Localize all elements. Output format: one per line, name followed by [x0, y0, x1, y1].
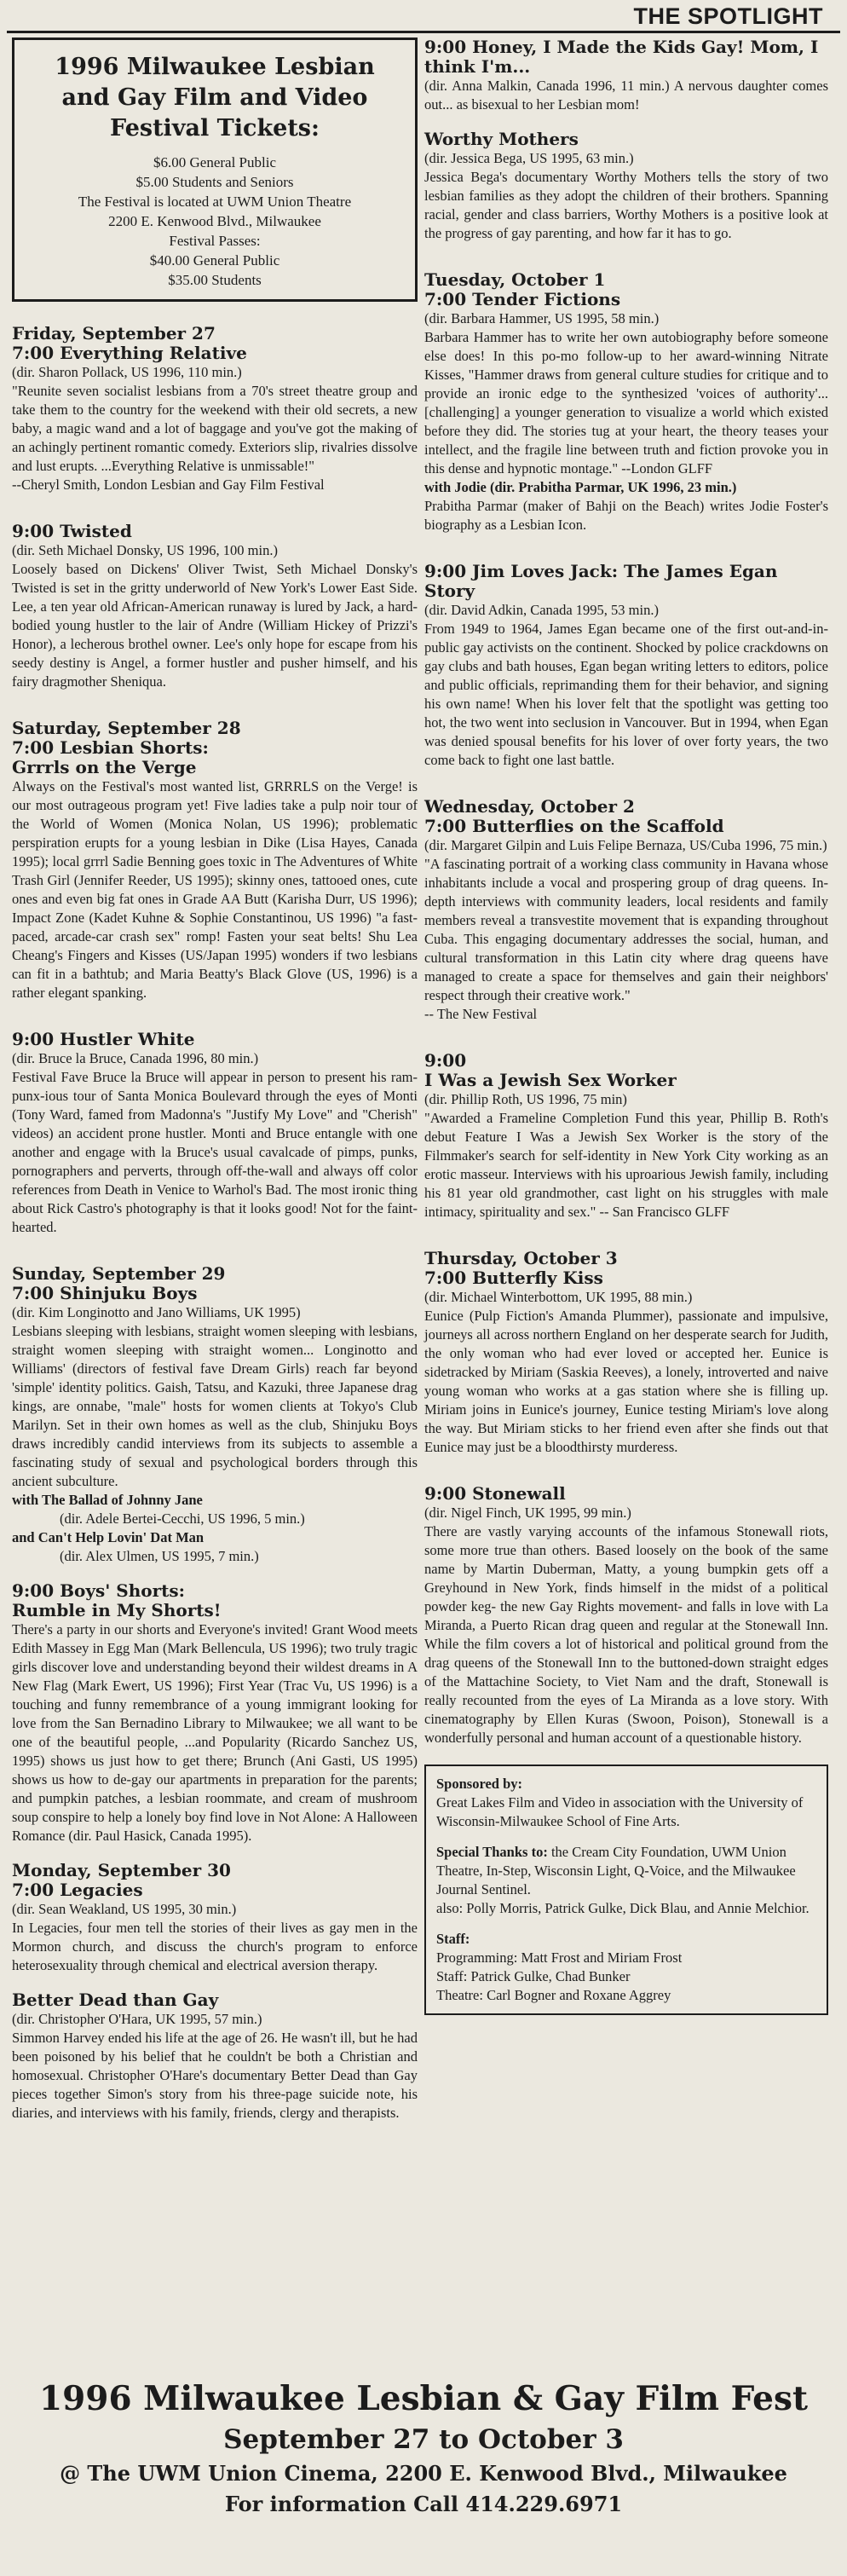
film-director: (dir. Sharon Pollack, US 1996, 110 min.): [12, 364, 242, 380]
film-title: 9:00 Twisted: [12, 521, 132, 541]
film-description: In Legacies, four men tell the stories of their lives as gay men in the Mormon church, and discuss the church's program to enforce heterosexuality through chemical and electrical aversion therapy.: [12, 1920, 418, 1973]
ticket-price-general: $6.00 General Public: [153, 154, 276, 170]
film-description: Always on the Festival's most wanted list, GRRRLS on the Verge! is our most outrageous program yet! Five ladies take a pulp noir tour of the World of Women (Monica Nolan, US 1996); problematic perspiration erupts for a young lesbian in Dike (Lisa Hayes, Canada 1995); local grrrl Sadie Benning goes toxic in The Adventures of White Trash Girl (Jennifer Reeder, US 1995); skinny ones, tattooed ones, cute ones and even big fat ones in Grade AA Butt (Karisha Durr, US 1996); Impact Zone (Kadet Kuhne & Sophie Constantinou, US 1996) "a fast-paced, arcade-car crash sex" romp! Fasten your seat belts! Shu Lea Cheang's Fingers and Kisses (US/Japan 1995) wonders if two lesbians can fit in a bathtub; and Maria Beatty's Black Glove (US, 1996) is a rather elegant spanking.: [12, 778, 418, 1001]
banner-title: 1996 Milwaukee Lesbian & Gay Film Fest: [39, 2379, 808, 2418]
banner-phone: For information Call 414.229.6971: [224, 2492, 623, 2516]
pass-price-general: $40.00 General Public: [149, 252, 280, 269]
date-heading: Saturday, September 28: [12, 718, 241, 738]
film-title: 7:00 Tender Fictions: [424, 289, 621, 309]
sponsored-text: Great Lakes Film and Video in association with the University of Wisconsin-Milwaukee School of Fine Arts.: [436, 1794, 804, 1829]
thanks-label: Special Thanks to:: [436, 1844, 548, 1860]
credits-box: [424, 1765, 828, 2015]
film-title: 9:00 Honey, I Made the Kids Gay! Mom, I think I'm...: [424, 37, 819, 77]
date-heading: Thursday, October 3: [424, 1248, 618, 1268]
date-heading: Wednesday, October 2: [424, 796, 635, 817]
film-director: (dir. Kim Longinotto and Jano Williams, UK 1995): [12, 1304, 301, 1320]
film-title: 9:00 Jim Loves Jack: The James Egan Story: [424, 561, 778, 601]
short-film-director: (dir. Alex Ulmen, US 1995, 7 min.): [60, 1548, 259, 1564]
film-description: Simmon Harvey ended his life at the age of 26. He wasn't ill, but he had been poisoned by his belief that he couldn't be both a Christian and homosexual. Christopher O'Hare's documentary Better Dead than Gay pieces together Simon's story from his three-page suicide note, his diaries, and interviews with his family, friends, clergy and therapists.: [12, 2030, 418, 2121]
right-column: [424, 38, 828, 2015]
staff-members: Staff: Patrick Gulke, Chad Bunker: [436, 1968, 631, 1984]
film-subtitle: Rumble in My Shorts!: [12, 1600, 222, 1620]
film-title: 7:00 Lesbian Shorts:: [12, 737, 209, 758]
film-title: 7:00 Shinjuku Boys: [12, 1283, 198, 1303]
film-time: 9:00: [424, 1050, 467, 1071]
thanks-text: the Cream City Foundation, UWM Union Theatre, In-Step, Wisconsin Light, Q-Voice, and the Milwaukee Journal Sentinel.: [436, 1844, 796, 1897]
film-shinjuku-boys: [12, 1264, 418, 1566]
ticket-info-box: [12, 38, 418, 302]
section-title: THE SPOTLIGHT: [633, 3, 823, 29]
film-description: Loosely based on Dickens' Oliver Twist, Seth Michael Donsky's Twisted is set in the gritty underworld of New York's Lower East Side. Lee, a ten year old African-American runaway is lured by Jack, a hard-bodied young hustler to the lair of Andre (William Hickey of Prizzi's Honor), a lecherous brothel owner. Lee's only hope for escape from his seedy destiny is Angel, a former hustler and pusher himself, and his fairy dragmother Sheniqua.: [12, 561, 418, 690]
film-description: Jessica Bega's documentary Worthy Mothers tells the story of two lesbian families as they adopt the children of their brothers. Spanning racial, gender and class barriers, Worthy Mothers is a positive look at the progress of gay parenting, and how far it has to go.: [424, 169, 828, 241]
left-column: [12, 38, 418, 2138]
festival-banner: [12, 2377, 835, 2520]
short-film-title: with The Ballad of Johnny Jane: [12, 1492, 203, 1508]
film-director: (dir. David Adkin, Canada 1995, 53 min.): [424, 602, 659, 618]
film-butterfly-kiss: [424, 1249, 828, 1457]
section-header-bar: [7, 0, 840, 33]
staff-label: Staff:: [436, 1931, 470, 1947]
film-jim-loves-jack: [424, 562, 828, 770]
film-twisted: [12, 522, 418, 691]
film-title: 9:00 Hustler White: [12, 1029, 195, 1049]
film-everything-relative: [12, 324, 418, 494]
film-better-dead-than-gay: [12, 1990, 418, 2123]
film-title: Worthy Mothers: [424, 129, 579, 149]
pass-price-students: $35.00 Students: [168, 272, 262, 288]
film-title: 7:00 Butterfly Kiss: [424, 1268, 603, 1288]
film-director: (dir. Barbara Hammer, US 1995, 58 min.): [424, 310, 660, 326]
film-director: (dir. Jessica Bega, US 1995, 63 min.): [424, 150, 634, 166]
date-heading: Sunday, September 29: [12, 1263, 226, 1284]
film-director: (dir. Michael Winterbottom, UK 1995, 88 min.): [424, 1289, 693, 1305]
film-butterflies-on-the-scaffold: [424, 797, 828, 1024]
film-director: (dir. Phillip Roth, US 1996, 75 min): [424, 1091, 627, 1107]
film-title: 9:00 Stonewall: [424, 1483, 566, 1504]
staff-theatre: Theatre: Carl Bogner and Roxane Aggrey: [436, 1987, 671, 2003]
film-title: Better Dead than Gay: [12, 1990, 219, 2010]
short-film-director: (dir. Adele Bertei-Cecchi, US 1996, 5 min.): [60, 1510, 305, 1527]
film-director: (dir. Bruce la Bruce, Canada 1996, 80 min.): [12, 1050, 259, 1066]
film-director: (dir. Nigel Finch, UK 1995, 99 min.): [424, 1505, 631, 1521]
film-director: (dir. Margaret Gilpin and Luis Felipe Bernaza, US/Cuba 1996, 75 min.): [424, 837, 827, 853]
ticket-box-title: 1996 Milwaukee Lesbian and Gay Film and Video Festival Tickets:: [55, 54, 375, 142]
film-worthy-mothers: [424, 130, 828, 243]
film-quote-credit: --Cheryl Smith, London Lesbian and Gay Film Festival: [12, 477, 325, 493]
staff-programming: Programming: Matt Frost and Miriam Frost: [436, 1949, 683, 1966]
ticket-price-students: $5.00 Students and Seniors: [135, 174, 294, 190]
film-description: "A fascinating portrait of a working class community in Havana whose inhabitants include a vocal and prospering group of drag queens. In-depth interviews with community leaders, local residents and family members reveal a transvestite movement that is expanding throughout Cuba. This engaging documentary addresses the social, human, and cultural transformation in this Latin city where drag queens have managed to create a space for themselves and gain their neighbors' respect through their creative work.": [424, 856, 828, 1003]
film-director: (dir. Christopher O'Hara, UK 1995, 57 min.): [12, 2011, 262, 2027]
short-film-description: Prabitha Parmar (maker of Bahji on the Beach) writes Jodie Foster's biography as a Lesbian Icon.: [424, 498, 828, 533]
film-description: There's a party in our shorts and Everyone's invited! Grant Wood meets Edith Massey in Egg Man (Mark Bellencula, US 1996); two truly tragic girls discover love and understanding beyond their wildest dreams in A New Flag (Mark Ewert, US 1996); First Year (Trac Vu, US 1996) is a touching and funny remembrance of a young immigrant looking for love from the San Bernadino Library to Milwaukee; we all want to be one of the beautiful people, ...and Popularity (Ricardo Sanchez US, 1995) shows us just how to get there; Brunch (Ani Gasti, US 1995) shows us how to de-gay our apartments in preparation for the parents; and pumpkin patches, a lesbian roommate, and cream of mushroom soup conspire to help a lonely boy find love in Not Alone: A Halloween Romance (dir. Paul Hasick, Canada 1995).: [12, 1621, 418, 1844]
film-description: Festival Fave Bruce la Bruce will appear in person to present his ram-punx-ious tour of Santa Monica Boulevard through the eyes of Monti (Tony Ward, famed from Madonna's "Justify My Love" and "Cherish" videos) an accident prone hustler. Monti and Bruce entangle with one another and engage with la Bruce's usual cavalcade of pimps, punks, pornographers and perverts, through off-the-wall and always off color references from Death in Venice to Warhol's Bad. The most ironic thing about Rick Castro's photography is that it looks good! Not for the faint-hearted.: [12, 1069, 418, 1235]
film-lesbian-shorts: [12, 719, 418, 1002]
date-heading: Friday, September 27: [12, 323, 216, 344]
banner-dates: September 27 to October 3: [223, 2424, 624, 2455]
film-stonewall: [424, 1484, 828, 1747]
film-honey-i-made-the-kids-gay: [424, 38, 828, 114]
film-title: 7:00 Butterflies on the Scaffold: [424, 816, 724, 836]
film-director: (dir. Sean Weakland, US 1995, 30 min.): [12, 1901, 237, 1917]
film-director: (dir. Seth Michael Donsky, US 1996, 100 min.): [12, 542, 278, 558]
film-description: From 1949 to 1964, James Egan became one of the first out-and-in-public gay activists on the continent. Shocked by police crackdowns on gay clubs and bath houses, Egan began writing letters to editors, police and public officials, reprimanding them for their behavior, and signing his own name! When his lover felt that the spotlight was getting too hot, the two went into seclusion in Vancouver. But in 1994, when Egan was denied spousal benefits for his lover of over forty years, the two come back to fight one last battle.: [424, 621, 828, 768]
film-quote-credit: -- The New Festival: [424, 1006, 538, 1022]
festival-location: The Festival is located at UWM Union Theatre: [78, 193, 352, 210]
film-description: Eunice (Pulp Fiction's Amanda Plummer), passionate and impulsive, journeys all across northern England on her desperate search for Judith, the only woman who had ever loved or accepted her. Eunice is sidetracked by Miriam (Saskia Reeves), a lonely, introverted and naive young woman who works at a gas station where she is filling up. Miriam joins in Eunice's journey, Eunice testing Miriam's love along the way. But Miriam sticks to her friend even after she finds out that Eunice may just be a bloodthirsty murderess.: [424, 1308, 828, 1455]
film-boys-shorts: [12, 1581, 418, 1845]
film-title: 7:00 Legacies: [12, 1880, 143, 1900]
film-jewish-sex-worker: [424, 1051, 828, 1222]
passes-label: Festival Passes:: [169, 233, 261, 249]
sponsored-label: Sponsored by:: [436, 1776, 523, 1792]
film-legacies: [12, 1861, 418, 1975]
short-film-title: with Jodie (dir. Prabitha Parmar, UK 1996, 23 min.): [424, 479, 737, 495]
film-description: "Reunite seven socialist lesbians from a 70's street theatre group and take them to the country for the weekend with their old secrets, a new baby, a magic wand and a lot of baggage and you've got the making of an achingly pertinent romantic comedy. Exteriors slip, rivalries dissolve and lust erupts. ...Everything Relative is unmissable!": [12, 383, 418, 474]
short-film-title: and Can't Help Lovin' Dat Man: [12, 1529, 205, 1545]
festival-address: 2200 E. Kenwood Blvd., Milwaukee: [108, 213, 321, 229]
film-description: There are vastly varying accounts of the infamous Stonewall riots, some more true than others. Based loosely on the book of the same name by Martin Duberman, Matty, a young bumpkin gets off a Greyhound in New York, finds himself in the midst of a political powder keg- the new Gay Rights movement- and falls in love with La Miranda, a Puerto Rican drag queen and regular at the Stonewall Inn. While the film covers a lot of historical and political ground from the drag queens of the Stonewall Inn to the buttoned-down straight edges of the Mattachine Society, to Viet Nam and the draft, Stonewall is really recounted from the eyes of La Miranda as a love story. With cinematography by Ellen Kuras (Swoon, Poison), Stonewall is a wonderfully personal and human account of a questionable history.: [424, 1523, 828, 1746]
film-description: "Awarded a Frameline Completion Fund this year, Phillip B. Roth's debut Feature I Was a Jewish Sex Worker is the story of the Filmmaker's search for self-identity in New York City working as an erotic masseur. Interviews with his uproarious Jewish family, including his 81 year old grandmother, cast light on his struggles with male intimacy, spirituality and sex." -- San Francisco GLFF: [424, 1110, 828, 1220]
film-title: 9:00 Boys' Shorts:: [12, 1580, 186, 1601]
film-description: A nervous daughter comes out... as bisexual to her Lesbian mom!: [424, 78, 828, 113]
film-tender-fictions: [424, 270, 828, 534]
date-heading: Tuesday, October 1: [424, 269, 606, 290]
film-title: 7:00 Everything Relative: [12, 343, 247, 363]
banner-venue: @ The UWM Union Cinema, 2200 E. Kenwood Blvd., Milwaukee: [60, 2461, 787, 2486]
film-description: Lesbians sleeping with lesbians, straight women sleeping with lesbians, straight women sleeping with straight women... Longinotto and Williams' (directors of festival fave Dream Girls) reach far beyond 'simple' identity politics. Gaish, Tatsu, and Kazuki, three Japanese drag kings, are onnabe, "male" hosts for women clients at Tokyo's Club Marilyn. Set in their own homes as well as the club, Shinjuku Boys draws incredibly candid interviews from its subjects to assemble a fascinating study of sexual and psychological borders through this ancient subculture.: [12, 1323, 418, 1489]
film-title: I Was a Jewish Sex Worker: [424, 1070, 677, 1090]
film-director: (dir. Anna Malkin, Canada 1996, 11 min.): [424, 78, 670, 94]
film-subtitle: Grrrls on the Verge: [12, 757, 197, 777]
date-heading: Monday, September 30: [12, 1860, 231, 1880]
film-description: Barbara Hammer has to write her own autobiography before someone else does! In this po-mo follow-up to her award-winning Nitrate Kisses, "Hammer draws from general culture studies for critique and to provide an ironic edge to the synthesized 'voices of authority'... [challenging] a younger generation to visualize a world which existed before they did. The stories tug at your heart, the theory teases your intellect, and the fragile line between truth and fiction provoke you in this dense and hypnotic montage." --London GLFF: [424, 329, 828, 477]
film-hustler-white: [12, 1030, 418, 1237]
thanks-also: also: Polly Morris, Patrick Gulke, Dick Blau, and Annie Melchior.: [436, 1900, 810, 1916]
